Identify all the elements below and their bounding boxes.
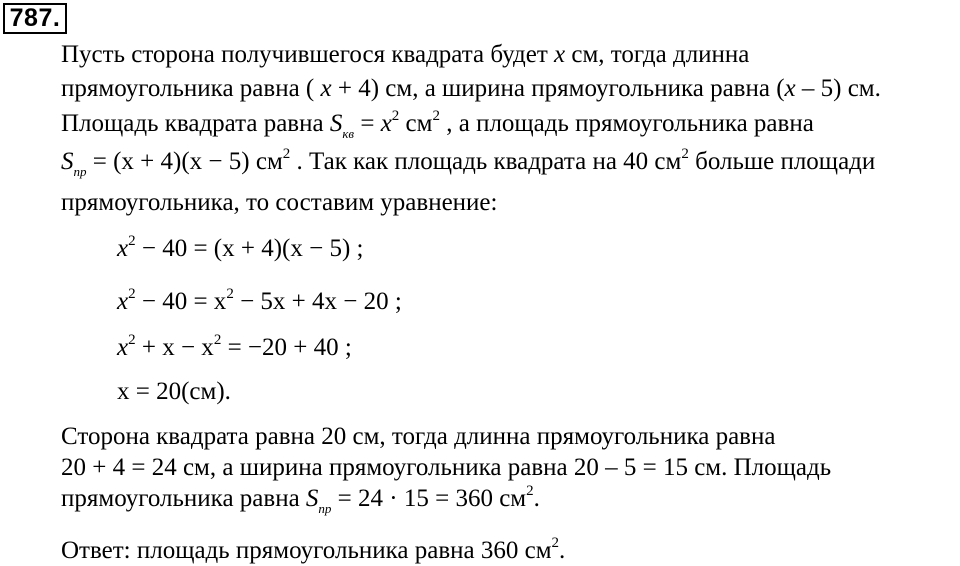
superscript: 2 <box>213 332 222 348</box>
paragraph1-line4 <box>61 147 875 177</box>
paragraph1-line3 <box>61 109 814 139</box>
text-segment: . Так как площадь квадрата на 40 см <box>290 148 682 175</box>
paragraph2-line3 <box>61 484 540 514</box>
equation-text: − 40 = (x + 4)(x − 5) ; <box>135 235 364 262</box>
subscript: кв <box>342 126 355 141</box>
text-segment: , а площадь прямоугольника равна <box>439 110 814 137</box>
text-segment: + 4) см, а ширина прямоугольника равна ( <box>331 75 785 102</box>
variable-x: x <box>784 75 796 102</box>
equation-text: = −20 + 40 ; <box>221 334 352 361</box>
superscript: 2 <box>681 146 689 162</box>
text-segment: см, тогда длинна <box>565 41 750 68</box>
superscript: 2 <box>282 146 291 162</box>
variable-x: x <box>380 110 392 137</box>
superscript: 2 <box>432 108 440 124</box>
area-symbol: S <box>329 110 343 137</box>
superscript: 2 <box>226 286 234 302</box>
subscript: пр <box>73 164 87 179</box>
equation-3 <box>117 333 352 363</box>
equation-text: + x − x <box>135 334 214 361</box>
area-symbol: S <box>61 148 74 175</box>
text-segment: прямоугольника равна <box>61 485 306 512</box>
answer-line <box>61 536 565 566</box>
paragraph2-line2: 20 + 4 = 24 см, а ширина прямоугольника равна 20 – 5 = 15 см. Площадь <box>61 454 832 481</box>
equation-2 <box>117 287 402 317</box>
variable-x: x <box>117 334 129 361</box>
superscript: 2 <box>526 483 534 499</box>
subscript: пр <box>318 501 332 516</box>
superscript: 2 <box>551 535 560 551</box>
equation-text: − 40 = x <box>135 288 227 315</box>
variable-x: x <box>117 235 129 262</box>
problem-number: 787. <box>3 3 67 34</box>
superscript: 2 <box>391 108 400 124</box>
superscript: 2 <box>128 286 136 302</box>
text-segment: . <box>533 485 540 512</box>
paragraph1-line5: прямоугольника, то составим уравнение: <box>61 189 498 216</box>
text-segment: . <box>559 537 566 564</box>
equation-4: x = 20(см). <box>117 378 231 405</box>
superscript: 2 <box>128 332 136 348</box>
variable-x: x <box>117 288 129 315</box>
text-segment: больше площади <box>688 148 876 175</box>
text-segment: Площадь квадрата равна <box>61 110 330 137</box>
variable-x: x <box>554 41 566 68</box>
variable-x: x <box>320 75 332 102</box>
text-segment: – 5) см. <box>795 75 881 102</box>
text-segment: см <box>399 110 433 137</box>
text-segment: прямоугольника равна ( <box>61 75 321 102</box>
paragraph1-line1 <box>61 40 749 70</box>
text-segment: = (x + 4)(x − 5) см <box>86 148 283 175</box>
equation-1 <box>117 234 364 264</box>
answer-text: Ответ: площадь прямоугольника равна 360 см <box>61 537 552 564</box>
paragraph2-line1: Сторона квадрата равна 20 см, тогда длинна прямоугольника равна <box>61 423 776 450</box>
text-segment: = <box>354 110 381 137</box>
text-segment: = 24 · 15 = 360 см <box>331 485 527 512</box>
equation-text: − 5x + 4x − 20 ; <box>233 288 402 315</box>
area-symbol: S <box>305 485 319 512</box>
superscript: 2 <box>128 233 136 249</box>
paragraph1-line2 <box>61 74 881 104</box>
text-segment: Пусть сторона получившегося квадрата будет <box>61 41 555 68</box>
